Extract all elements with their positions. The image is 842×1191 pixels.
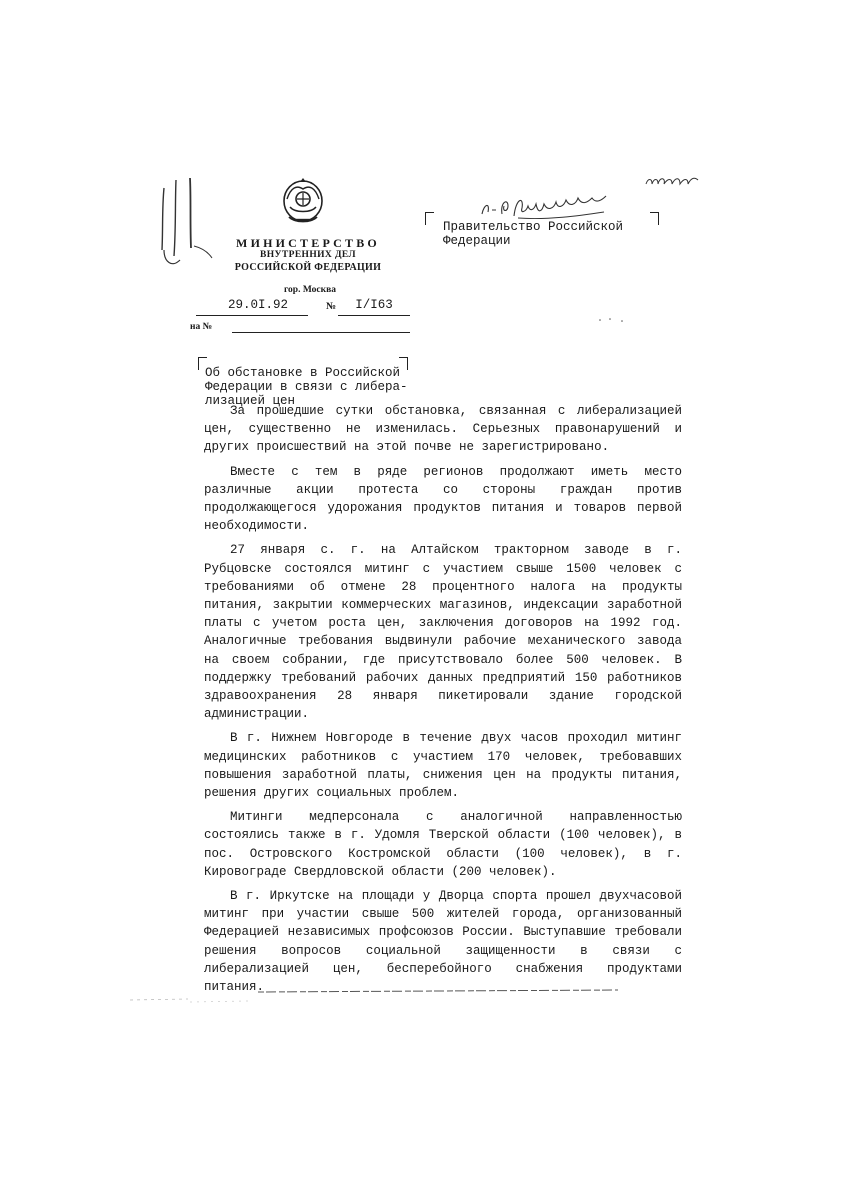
body-text xyxy=(204,402,682,1002)
ministry-subtitle-line: ВНУТРЕННИХ ДЕЛ xyxy=(259,250,356,260)
addressee-line: Правительство Российской xyxy=(443,220,624,234)
date-underline xyxy=(196,315,308,316)
state-emblem-icon xyxy=(281,177,325,227)
scan-speckles xyxy=(596,316,636,324)
body-paragraph: В г. Иркутске на площади у Дворца спорта прошел двухчасовой митинг при участии свыше 500 жителей города, организованный Федерацией независимых профсоюзов России. Выступавшие требовали решения вопросов социальной защищенности в связи с либерализацией цен, бесперебойного снабжения продуктами питания. xyxy=(204,889,682,995)
number-label: № xyxy=(326,301,337,312)
address-bracket-left xyxy=(425,212,434,225)
subject-line: Федерации в связи с либера- xyxy=(205,380,408,394)
body-paragraph: За прошедшие сутки обстановка, связанная с либерализацией цен, существенно не изменилась. Серьезных правонарушений и других происшествий на этой почве не зарегистрировано. xyxy=(204,404,682,455)
scan-artifact-line xyxy=(128,986,688,1006)
margin-handwriting-marks xyxy=(150,178,220,278)
city-label: гор. Москва xyxy=(283,285,337,295)
subject-line: Об обстановке в Российской xyxy=(205,366,401,380)
ministry-title: МИНИСТЕРСТВО xyxy=(236,236,380,250)
addressee-block xyxy=(443,220,653,248)
ministry-subtitle-line: РОССИЙСКОЙ ФЕДЕРАЦИИ xyxy=(234,262,382,273)
document-date: 29.0I.92 xyxy=(227,298,288,312)
body-paragraph: В г. Нижнем Новгороде в течение двух часов проходил митинг медицинских работников с участием 170 человек, требовавших повышения заработной платы, снижения цен на продукты питания, решения других социальных проблем. xyxy=(204,731,682,801)
handwritten-note-icon xyxy=(644,172,700,188)
body-paragraph: Митинги медперсонала с аналогичной направленностью состоялись также в г. Удомля Тверской области (100 человек), в пос. Островского Костромской области (100 человек), в г. Кировограде Свердловской области (200 человек). xyxy=(204,810,682,879)
number-underline xyxy=(338,315,410,316)
subject-line: лизацией цен xyxy=(205,394,296,408)
document-number: I/I63 xyxy=(355,298,393,312)
addressee-line: Федерации xyxy=(443,234,511,248)
body-paragraph: 27 января с. г. на Алтайском тракторном заводе в г. Рубцовске состоялся митинг с участием свыше 1500 человек с требованиями об отмене 28 процентного налога на продукты питания, закрытии коммерческих магазинов, индексации заработной платы с учетом роста цен, заключения договоров на 1992 год. Аналогичные требования выдвинули рабочие механического завода на своем собрании, где присутствовало более 500 человек. В поддержку требований рабочих данных предприятий 150 работников здравоохранения 28 января пикетировали здание городской администрации. xyxy=(204,543,682,722)
signature-icon xyxy=(478,192,610,222)
reference-underline xyxy=(232,332,410,333)
reference-label: на № xyxy=(190,322,213,332)
body-paragraph: Вместе с тем в ряде регионов продолжают иметь место различные акции протеста со стороны граждан против продолжающегося удорожания продуктов питания и товаров первой необходимости. xyxy=(204,464,682,534)
